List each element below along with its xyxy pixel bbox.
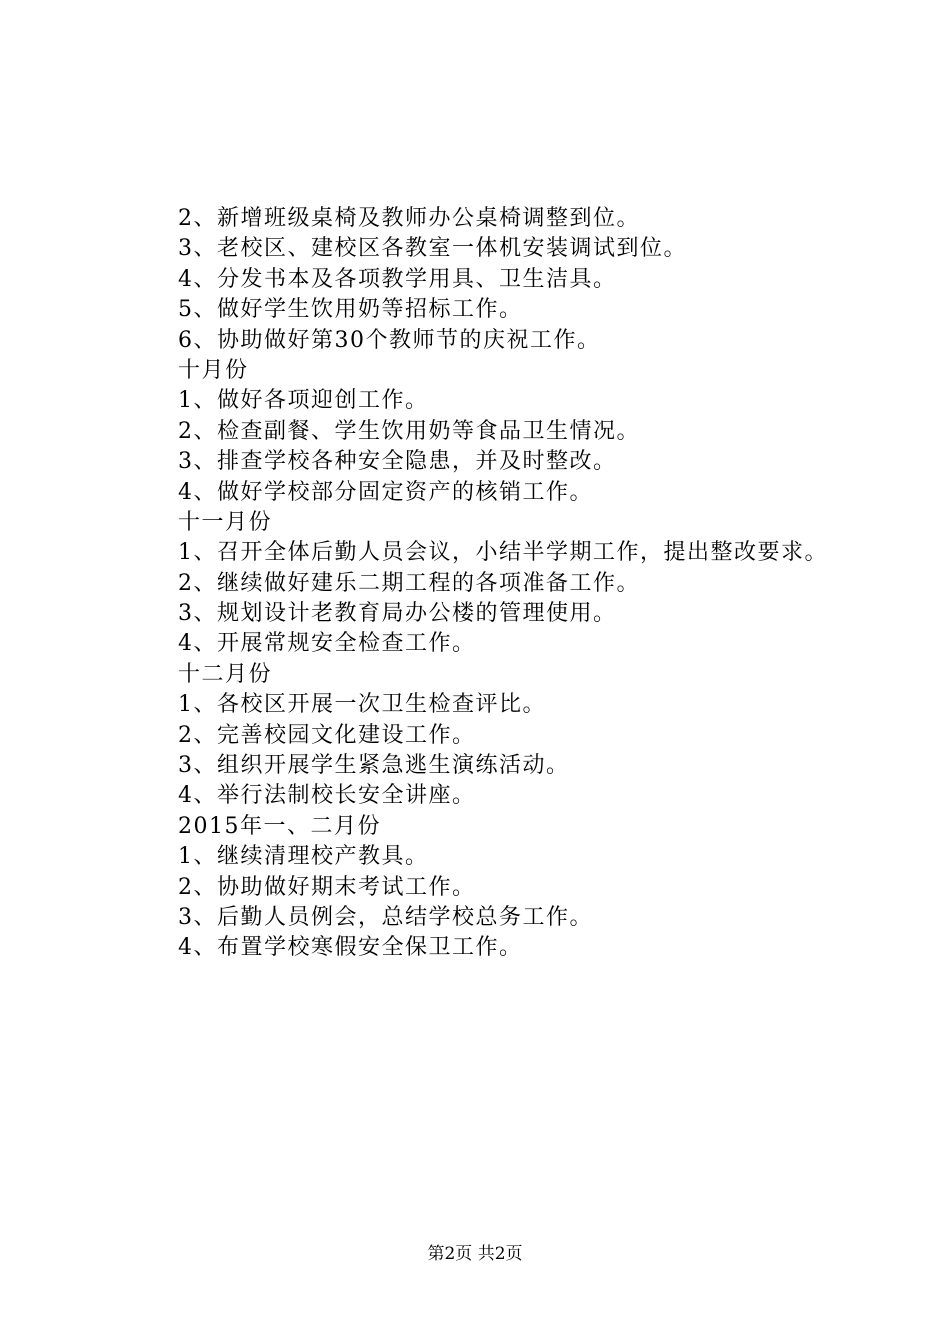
section-heading-december: 十二月份	[178, 661, 273, 687]
list-item: 2、检查副餐、学生饮用奶等食品卫生情况。	[178, 418, 640, 444]
document-body	[128, 204, 838, 964]
list-item: 2、继续做好建乐二期工程的各项准备工作。	[178, 570, 640, 596]
section-heading-october: 十月份	[178, 357, 249, 383]
list-item: 2、协助做好期末考试工作。	[178, 874, 476, 900]
list-item: 4、布置学校寒假安全保卫工作。	[178, 935, 523, 961]
list-item: 4、分发书本及各项教学用具、卫生洁具。	[178, 266, 617, 292]
list-item: 4、举行法制校长安全讲座。	[178, 783, 476, 809]
list-item: 1、做好各项迎创工作。	[178, 388, 429, 414]
list-item: 1、各校区开展一次卫生检查评比。	[178, 692, 546, 718]
list-item: 3、规划设计老教育局办公楼的管理使用。	[178, 601, 617, 627]
section-heading-november: 十一月份	[178, 509, 273, 535]
list-item: 3、组织开展学生紧急逃生演练活动。	[178, 753, 570, 779]
list-item: 5、做好学生饮用奶等招标工作。	[178, 297, 523, 323]
list-item: 2、完善校园文化建设工作。	[178, 722, 476, 748]
list-item: 1、召开全体后勤人员会议，小结半学期工作，提出整改要求。	[178, 540, 828, 566]
list-item: 6、协助做好第30个教师节的庆祝工作。	[178, 327, 601, 353]
page-number-footer: 第2页 共2页	[427, 1244, 523, 1264]
list-item: 3、排查学校各种安全隐患，并及时整改。	[178, 449, 617, 475]
section-heading-jan-feb: 2015年一、二月份	[178, 813, 381, 839]
list-item: 2、新增班级桌椅及教师办公桌椅调整到位。	[178, 206, 640, 231]
list-item: 1、继续清理校产教具。	[178, 844, 429, 870]
list-item: 4、做好学校部分固定资产的核销工作。	[178, 479, 593, 505]
list-item: 3、老校区、建校区各教室一体机安装调试到位。	[178, 236, 687, 262]
list-item: 4、开展常规安全检查工作。	[178, 631, 476, 657]
list-item: 3、后勤人员例会，总结学校总务工作。	[178, 905, 593, 930]
